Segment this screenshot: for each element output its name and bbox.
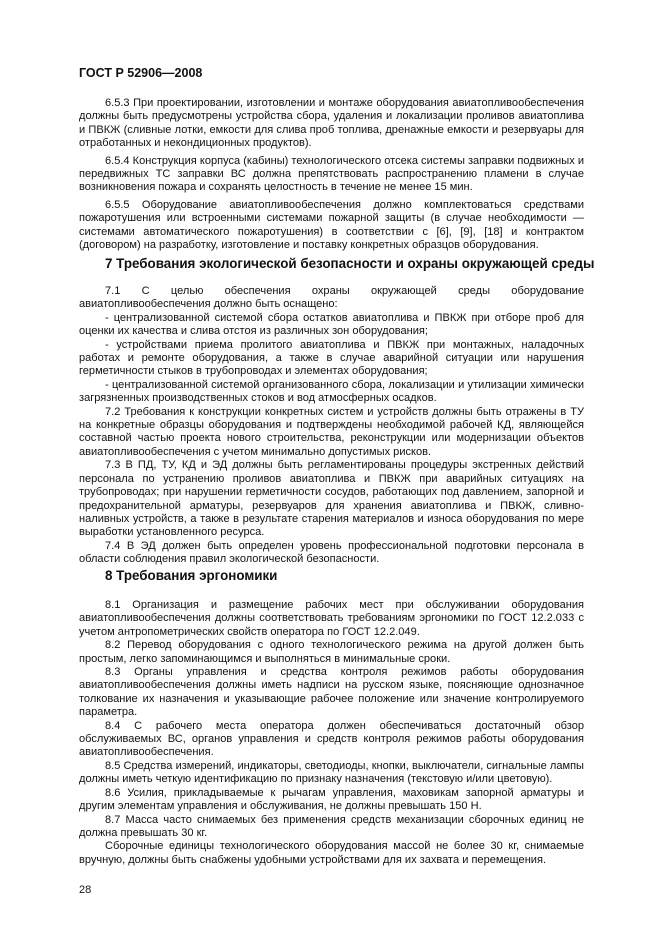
page-number: 28	[79, 884, 92, 896]
paragraph-8-2: 8.2 Перевод оборудования с одного технологического режима на другой должен быть простым, легко запоминающимся и выполняться в минимальные сроки.	[79, 639, 584, 665]
section-7-body	[79, 285, 584, 567]
paragraph-8-4: 8.4 С рабочего места оператора должен обеспечиваться достаточный обзор обслуживаемых ВС, органов управления и средств контроля режимов работы оборудования авиатопливообеспечения.	[79, 719, 584, 759]
paragraph-7-4: 7.4 В ЭД должен быть определен уровень профессиональной подготовки персонала в области соблюдения правил экологической безопасности.	[79, 539, 584, 566]
bullet-7-1-c: - централизованной системой организованного сбора, локализации и утилизации химически загрязненных производственных стоков и вод атмосферных осадков.	[79, 378, 584, 405]
paragraph-6-5-4: 6.5.4 Конструкция корпуса (кабины) технологического отсека системы заправки подвижных и передвижных ТС заправки ВС должна препятствовать распространению пламени в случае возникновения пожара и сохранять целостность в течение не менее 15 мин.	[79, 154, 584, 194]
section-8-heading: 8 Требования эргономики	[105, 568, 278, 583]
bullet-7-1-a: - централизованной системой сбора остатков авиатоплива и ПВКЖ при отборе проб для оценки их качества и слива отстоя из различных зон оборудования;	[79, 311, 584, 338]
paragraph-7-1: 7.1 С целью обеспечения охраны окружающей среды оборудование авиатопливообеспечения должно быть оснащено:	[79, 285, 584, 311]
paragraph-6-5-5: 6.5.5 Оборудование авиатопливообеспечения должно комплектоваться средствами пожаротушения или встроенными системами пожарной защиты (в случае необходимости — системами автоматического пожаротушения) в соответствии с [6], [9], [18] и контрактом (договором) на разработку, изготовление и поставку конкретных образцов оборудования.	[79, 198, 584, 252]
paragraph-8-1: 8.1 Организация и размещение рабочих мест при обслуживании оборудования авиатопливообеспечения должны соответствовать требованиям эргономики по ГОСТ 12.2.033 с учетом антропометрических свойств оператора по ГОСТ 12.2.049.	[79, 599, 584, 638]
paragraph-8-7: 8.7 Масса часто снимаемых без применения средств механизации сборочных единиц не должна превышать 30 кг.	[79, 813, 584, 839]
paragraph-8-7-note: Сборочные единицы технологического оборудования массой не более 30 кг, снимаемые вручную, должны быть снабжены удобными устройствами для их захвата и перемещения.	[79, 840, 584, 866]
paragraph-7-2: 7.2 Требования к конструкции конкретных систем и устройств должны быть отражены в ТУ на конкретные образцы оборудования и подтверждены необходимой рабочей КД, являющейся составной частью проекта нового строительства, реконструкции или модернизации объектов авиатопливообеспечения с учетом минимально допустимых рисков.	[79, 405, 584, 458]
bullet-7-1-b: - устройствами приема пролитого авиатоплива и ПВКЖ при монтажных, наладочных работах и ремонте оборудования, а также в случае аварийной ситуации или нарушения герметичности стыков в трубопроводах и элементах оборудования;	[79, 338, 584, 378]
paragraph-8-3: 8.3 Органы управления и средства контроля режимов работы оборудования авиатопливообеспечения должны иметь надписи на русском языке, поясняющие однозначное толкование их назначения и указывающие рабочее положение или значение контролируемого параметра.	[79, 666, 584, 719]
section-7-heading: 7 Требования экологической безопасности и охраны окружающей среды	[105, 256, 595, 271]
section-8-body	[79, 599, 584, 867]
paragraph-8-6: 8.6 Усилия, прикладываемые к рычагам управления, маховикам запорной арматуры и другим элементам управления и обслуживания, не должны превышать 150 Н.	[79, 786, 584, 813]
section-6-continuation	[79, 97, 584, 256]
paragraph-7-3: 7.3 В ПД, ТУ, КД и ЭД должны быть регламентированы процедуры экстренных действий персонала по устранению проливов авиатоплива и ПВКЖ при аварийных ситуациях на трубопроводах; при нарушении герметичности сосудов, работающих под давлением, запорной и предохранительной арматуры, резервуаров для хранения авиатоплива и ПВКЖ, сливно-наливных устройств, а также в результате старения материалов и износа оборудования по мере выработки установленного ресурса.	[79, 459, 584, 539]
paragraph-8-5: 8.5 Средства измерений, индикаторы, светодиоды, кнопки, выключатели, сигнальные лампы должны иметь четкую идентификацию по признаку назначения (текстовую и/или цветовую).	[79, 759, 584, 786]
document-header: ГОСТ Р 52906—2008	[79, 66, 203, 80]
paragraph-6-5-3: 6.5.3 При проектировании, изготовлении и монтаже оборудования авиатопливообеспечения должны быть предусмотрены устройства сбора, удаления и локализации проливов авиатоплива и ПВКЖ (сливные лотки, емкости для слива проб топлива, дренажные емкости и резервуары для отработанных и некондиционных продуктов).	[79, 97, 584, 150]
